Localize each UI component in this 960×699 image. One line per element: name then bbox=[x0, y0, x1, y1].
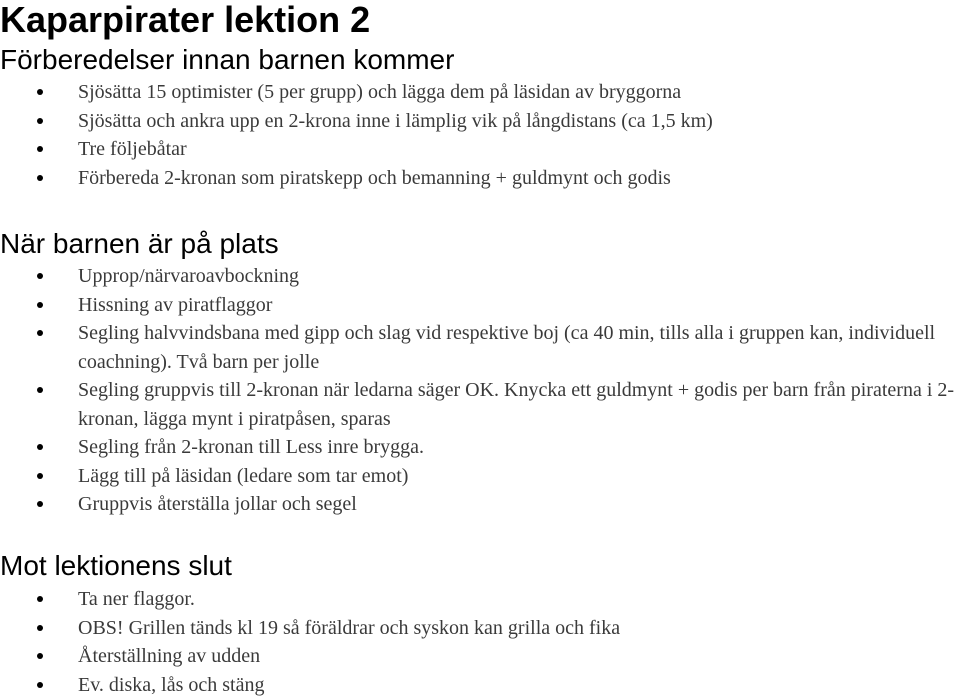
bullet-icon bbox=[37, 501, 43, 507]
preparations-list bbox=[0, 78, 960, 192]
section-heading-preparations: Förberedelser innan barnen kommer bbox=[0, 44, 454, 76]
list-item: Segling gruppvis till 2-kronan när ledarna säger OK. Knycka ett guldmynt + godis per barn från piraterna i 2-kronan, lägga mynt i piratpåsen, sparas bbox=[0, 376, 960, 433]
bullet-icon bbox=[37, 625, 43, 631]
bullet-icon bbox=[37, 682, 43, 688]
list-item: Upprop/närvaroavbockning bbox=[0, 262, 960, 291]
section-heading-lesson-end: Mot lektionens slut bbox=[0, 550, 232, 582]
bullet-icon bbox=[37, 146, 43, 152]
list-item: Återställning av udden bbox=[0, 642, 960, 671]
list-item: Gruppvis återställa jollar och segel bbox=[0, 490, 960, 519]
bullet-icon bbox=[37, 444, 43, 450]
bullet-icon bbox=[37, 330, 43, 336]
document-title: Kaparpirater lektion 2 bbox=[0, 0, 370, 40]
list-item: Ev. diska, lås och stäng bbox=[0, 671, 960, 699]
list-item: OBS! Grillen tänds kl 19 så föräldrar och syskon kan grilla och fika bbox=[0, 614, 960, 643]
list-item: Ta ner flaggor. bbox=[0, 585, 960, 614]
list-item: Tre följebåtar bbox=[0, 135, 960, 164]
bullet-icon bbox=[37, 89, 43, 95]
bullet-icon bbox=[37, 302, 43, 308]
bullet-icon bbox=[37, 118, 43, 124]
bullet-icon bbox=[37, 596, 43, 602]
bullet-icon bbox=[37, 653, 43, 659]
bullet-icon bbox=[37, 387, 43, 393]
list-item: Sjösätta och ankra upp en 2-krona inne i lämplig vik på långdistans (ca 1,5 km) bbox=[0, 107, 960, 136]
list-item: Segling halvvindsbana med gipp och slag vid respektive boj (ca 40 min, tills alla i gruppen kan, individuell coachning). Två barn per jolle bbox=[0, 319, 960, 376]
arrival-list bbox=[0, 262, 960, 519]
bullet-icon bbox=[37, 273, 43, 279]
bullet-icon bbox=[37, 473, 43, 479]
list-item: Sjösätta 15 optimister (5 per grupp) och lägga dem på läsidan av bryggorna bbox=[0, 78, 960, 107]
lesson-end-list bbox=[0, 585, 960, 699]
list-item: Hissning av piratflaggor bbox=[0, 291, 960, 320]
list-item: Lägg till på läsidan (ledare som tar emot) bbox=[0, 462, 960, 491]
section-heading-arrival: När barnen är på plats bbox=[0, 228, 279, 260]
bullet-icon bbox=[37, 175, 43, 181]
list-item: Segling från 2-kronan till Less inre brygga. bbox=[0, 433, 960, 462]
list-item: Förbereda 2-kronan som piratskepp och bemanning + guldmynt och godis bbox=[0, 164, 960, 193]
